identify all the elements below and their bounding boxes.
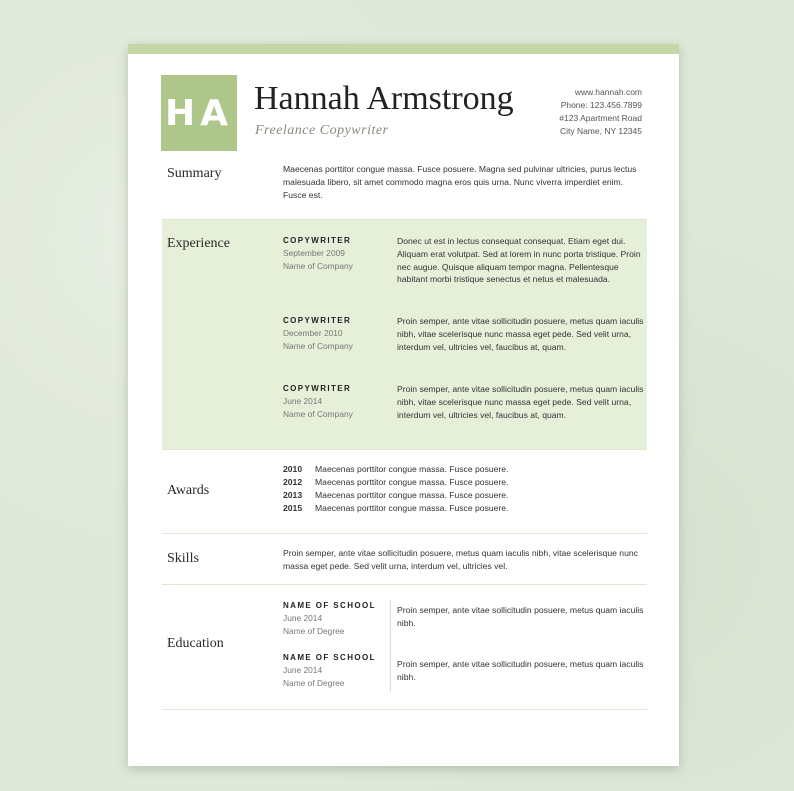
award-text: Maecenas porttitor congue massa. Fusce posuere. bbox=[315, 490, 509, 500]
education-divider bbox=[390, 600, 391, 692]
divider bbox=[162, 449, 647, 450]
award-item bbox=[283, 477, 508, 487]
skills-text: Proin semper, ante vitae sollicitudin posuere, metus quam iaculis nibh, vitae scelerisque nunc massa eget pede. Sed velit urna, interdum vel, ultricies vel. bbox=[283, 548, 638, 571]
school-degree: Name of Degree bbox=[283, 625, 345, 636]
award-item bbox=[283, 464, 508, 474]
school-name: NAME OF SCHOOL bbox=[283, 601, 376, 610]
school-description: Proin semper, ante vitae sollicitudin posuere, metus quam iaculis nibh. bbox=[397, 659, 644, 682]
job-title: COPYWRITER bbox=[283, 316, 352, 325]
job-description: Donec ut est in lectus consequat consequat. Etiam eget dui. Aliquam erat volutpat. Sed at lorem in nunc porta tristique. Proin nec augue. Quisque aliquam tempor magna. Pellentesque habitant morbi tristique senectus et netus et malesuada. bbox=[397, 236, 641, 285]
school-degree: Name of Degree bbox=[283, 677, 345, 688]
candidate-name: Hannah Armstrong bbox=[254, 80, 514, 117]
divider bbox=[162, 584, 647, 585]
divider bbox=[162, 709, 647, 710]
top-accent-bar bbox=[128, 44, 679, 54]
school-meta bbox=[283, 600, 376, 638]
divider bbox=[162, 533, 647, 534]
job-date: September 2009 bbox=[283, 248, 345, 258]
resume-sheet bbox=[128, 44, 679, 766]
job-description: Proin semper, ante vitae sollicitudin posuere, metus quam iaculis nibh, vitae scelerisque nunc massa eget pede. Sed velit urna, interdum vel, ultricies vel, faucibus at, quam. bbox=[397, 316, 644, 352]
awards-title: Awards bbox=[167, 483, 210, 498]
award-text: Maecenas porttitor congue massa. Fusce posuere. bbox=[315, 503, 509, 513]
job-company: Name of Company bbox=[283, 260, 353, 271]
job-meta bbox=[283, 315, 353, 353]
job-company: Name of Company bbox=[283, 408, 353, 419]
job-title: COPYWRITER bbox=[283, 384, 352, 393]
award-year: 2013 bbox=[283, 490, 303, 500]
job-date: June 2014 bbox=[283, 396, 323, 406]
experience-title: Experience bbox=[167, 236, 230, 251]
job-meta bbox=[283, 235, 353, 273]
contact-info bbox=[559, 86, 642, 138]
job-description: Proin semper, ante vitae sollicitudin posuere, metus quam iaculis nibh, vitae scelerisque nunc massa eget pede. Sed velit urna, interdum vel, ultricies vel, faucibus at, quam. bbox=[397, 384, 644, 420]
award-year: 2015 bbox=[283, 503, 303, 513]
candidate-role: Freelance Copywriter bbox=[255, 123, 389, 138]
contact-phone: Phone: 123.456.7899 bbox=[560, 100, 642, 110]
job-company: Name of Company bbox=[283, 340, 353, 351]
school-description: Proin semper, ante vitae sollicitudin posuere, metus quam iaculis nibh. bbox=[397, 605, 644, 628]
school-meta bbox=[283, 652, 376, 690]
award-item bbox=[283, 490, 508, 500]
award-year: 2012 bbox=[283, 477, 303, 487]
award-year: 2010 bbox=[283, 464, 303, 474]
education-title: Education bbox=[167, 636, 224, 651]
divider bbox=[162, 219, 647, 220]
job-date: December 2010 bbox=[283, 328, 343, 338]
school-date: June 2014 bbox=[283, 613, 323, 623]
award-text: Maecenas porttitor congue massa. Fusce posuere. bbox=[315, 477, 509, 487]
skills-title: Skills bbox=[167, 551, 199, 566]
contact-address: #123 Apartment Road bbox=[559, 113, 642, 123]
monogram-logo: HA bbox=[161, 75, 237, 151]
job-title: COPYWRITER bbox=[283, 236, 352, 245]
job-meta bbox=[283, 383, 353, 421]
school-date: June 2014 bbox=[283, 665, 323, 675]
summary-text: Maecenas porttitor congue massa. Fusce posuere. Magna sed pulvinar ultricies, purus lectus malesuada libero, sit amet commodo magna eros quis urna. Nunc viverra imperdiet enim. Fusce est. bbox=[283, 164, 637, 200]
summary-title: Summary bbox=[167, 166, 222, 181]
award-item bbox=[283, 503, 508, 513]
school-name: NAME OF SCHOOL bbox=[283, 653, 376, 662]
contact-website: www.hannah.com bbox=[574, 87, 642, 97]
award-text: Maecenas porttitor congue massa. Fusce posuere. bbox=[315, 464, 509, 474]
contact-city: City Name, NY 12345 bbox=[559, 126, 642, 136]
